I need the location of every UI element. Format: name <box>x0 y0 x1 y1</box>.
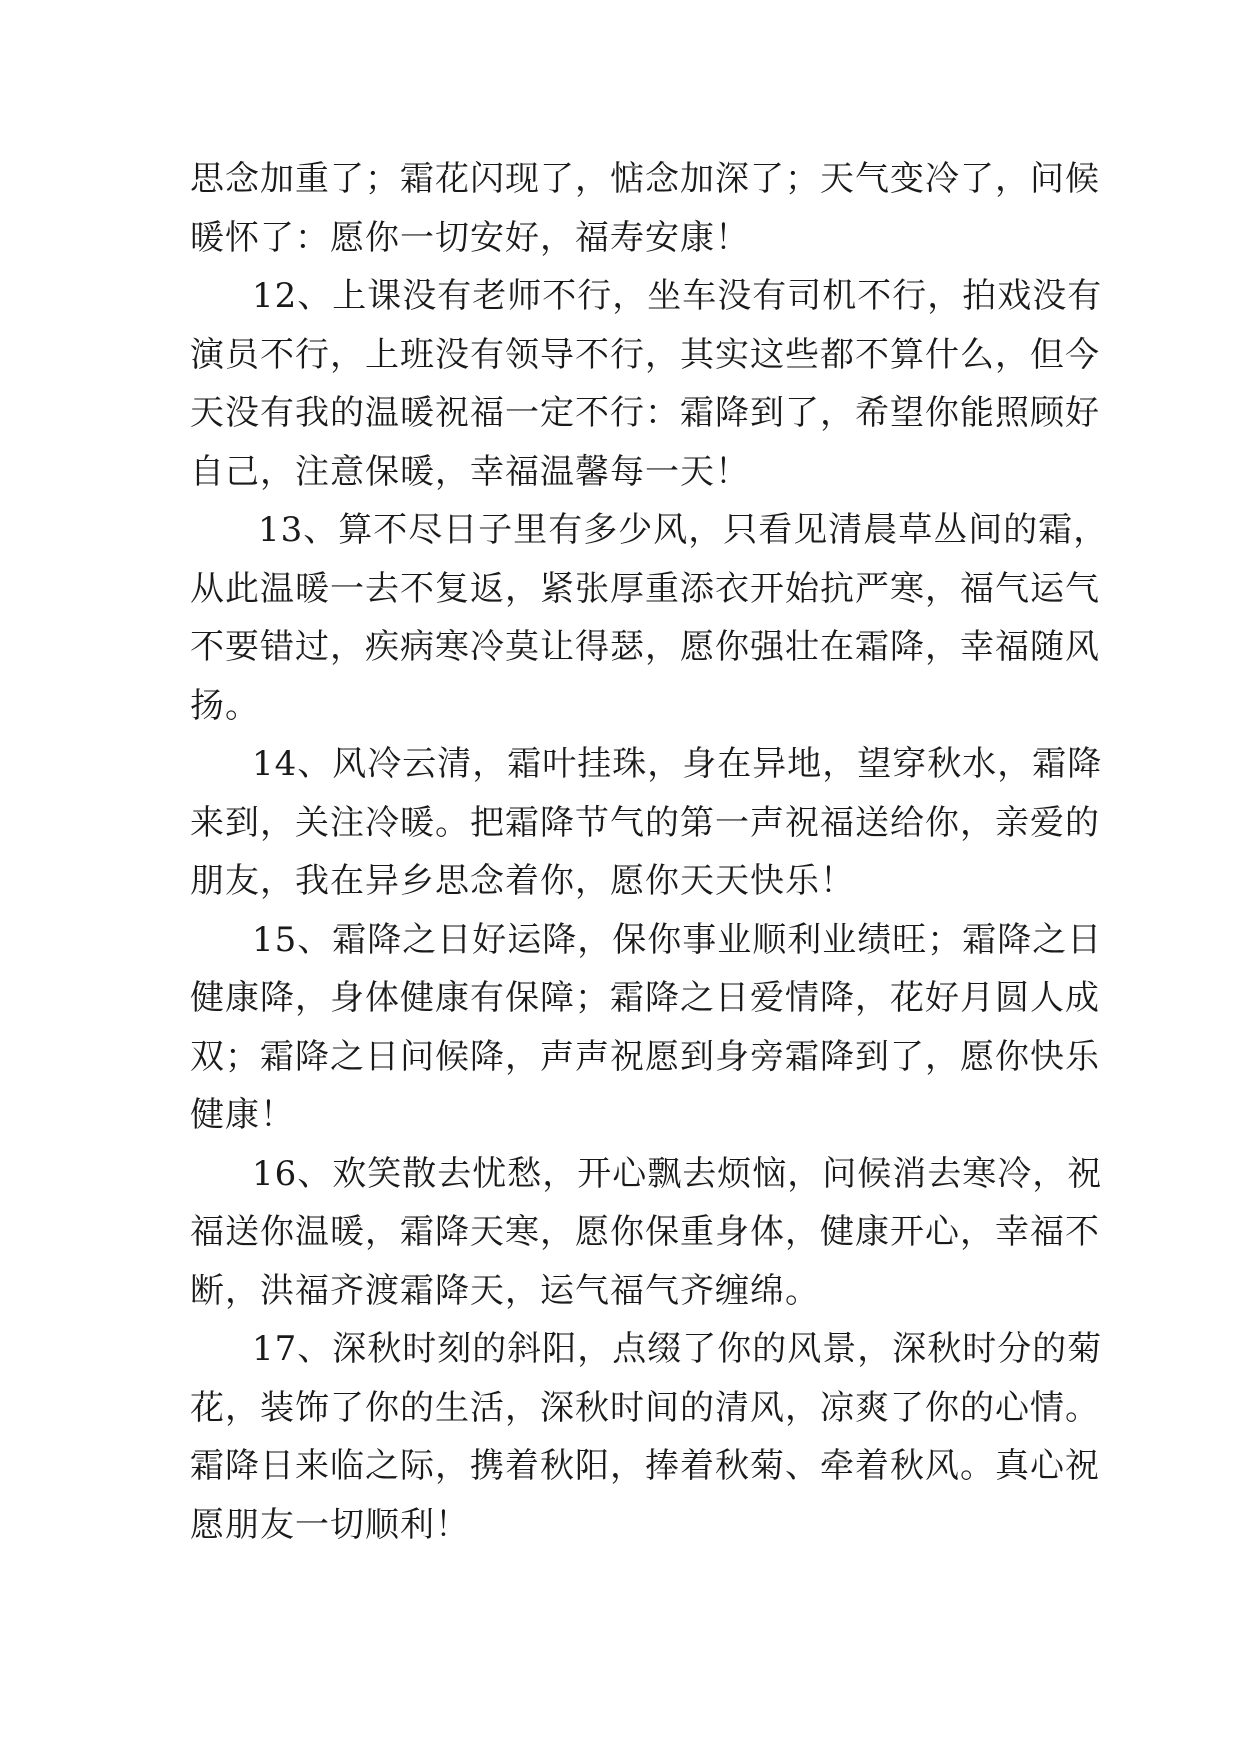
text-line: 演员不行，上班没有领导不行，其实这些都不算什么，但今 <box>190 334 1100 375</box>
document-body <box>190 150 1109 1554</box>
text-line: 健康降，身体健康有保障；霜降之日爱情降，花好月圆人成 <box>190 978 1100 1018</box>
paragraph-continued <box>190 150 1100 267</box>
text-line: 来到，关注冷暖。把霜降节气的第一声祝福送给你，亲爱的 <box>190 802 1100 843</box>
text-line: 双；霜降之日问候降，声声祝愿到身旁霜降到了，愿你快乐 <box>190 1036 1100 1077</box>
text-line: 天没有我的温暖祝福一定不行：霜降到了，希望你能照顾好 <box>190 393 1100 433</box>
text-line: 16、欢笑散去忧愁，开心飘去烦恼，问候消去寒冷，祝 <box>252 1153 1103 1194</box>
text-line: 断，洪福齐渡霜降天，运气福气齐缠绵。 <box>190 1270 820 1311</box>
text-line: 15、霜降之日好运降，保你事业顺利业绩旺；霜降之日 <box>252 919 1103 960</box>
text-line: 暖怀了：愿你一切安好，福寿安康！ <box>190 217 750 258</box>
paragraph-17 <box>190 1320 1103 1554</box>
text-line: 扬。 <box>190 685 260 726</box>
paragraph-16 <box>190 1145 1103 1321</box>
paragraph-12 <box>190 267 1103 501</box>
text-line: 福送你温暖，霜降天寒，愿你保重身体，健康开心，幸福不 <box>190 1212 1100 1252</box>
text-line: 愿朋友一切顺利！ <box>190 1504 470 1545</box>
text-line: 从此温暖一去不复返，紧张厚重添衣开始抗严寒，福气运气 <box>190 568 1100 609</box>
paragraph-15 <box>190 911 1103 1145</box>
text-line: 14、风冷云清，霜叶挂珠，身在异地，望穿秋水，霜降 <box>252 744 1103 784</box>
text-line: 健康！ <box>190 1095 295 1135</box>
text-line: 自己，注意保暖，幸福温馨每一天！ <box>190 451 750 492</box>
text-line: 霜降日来临之际，携着秋阳，捧着秋菊、牵着秋风。真心祝 <box>190 1446 1100 1486</box>
text-line: 朋友，我在异乡思念着你，愿你天天快乐！ <box>190 861 855 901</box>
text-line: 不要错过，疾病寒冷莫让得瑟，愿你强壮在霜降，幸福随风 <box>190 627 1100 667</box>
text-line: 13、算不尽日子里有多少风，只看见清晨草丛间的霜， <box>258 510 1109 550</box>
text-line: 17、深秋时刻的斜阳，点缀了你的风景，深秋时分的菊 <box>252 1329 1103 1369</box>
paragraph-14 <box>190 735 1103 911</box>
text-line: 12、上课没有老师不行，坐车没有司机不行，拍戏没有 <box>252 276 1103 316</box>
text-line: 思念加重了；霜花闪现了，惦念加深了；天气变冷了，问候 <box>190 159 1100 199</box>
text-line: 花，装饰了你的生活，深秋时间的清风，凉爽了你的心情。 <box>190 1387 1100 1428</box>
paragraph-13 <box>190 501 1109 735</box>
